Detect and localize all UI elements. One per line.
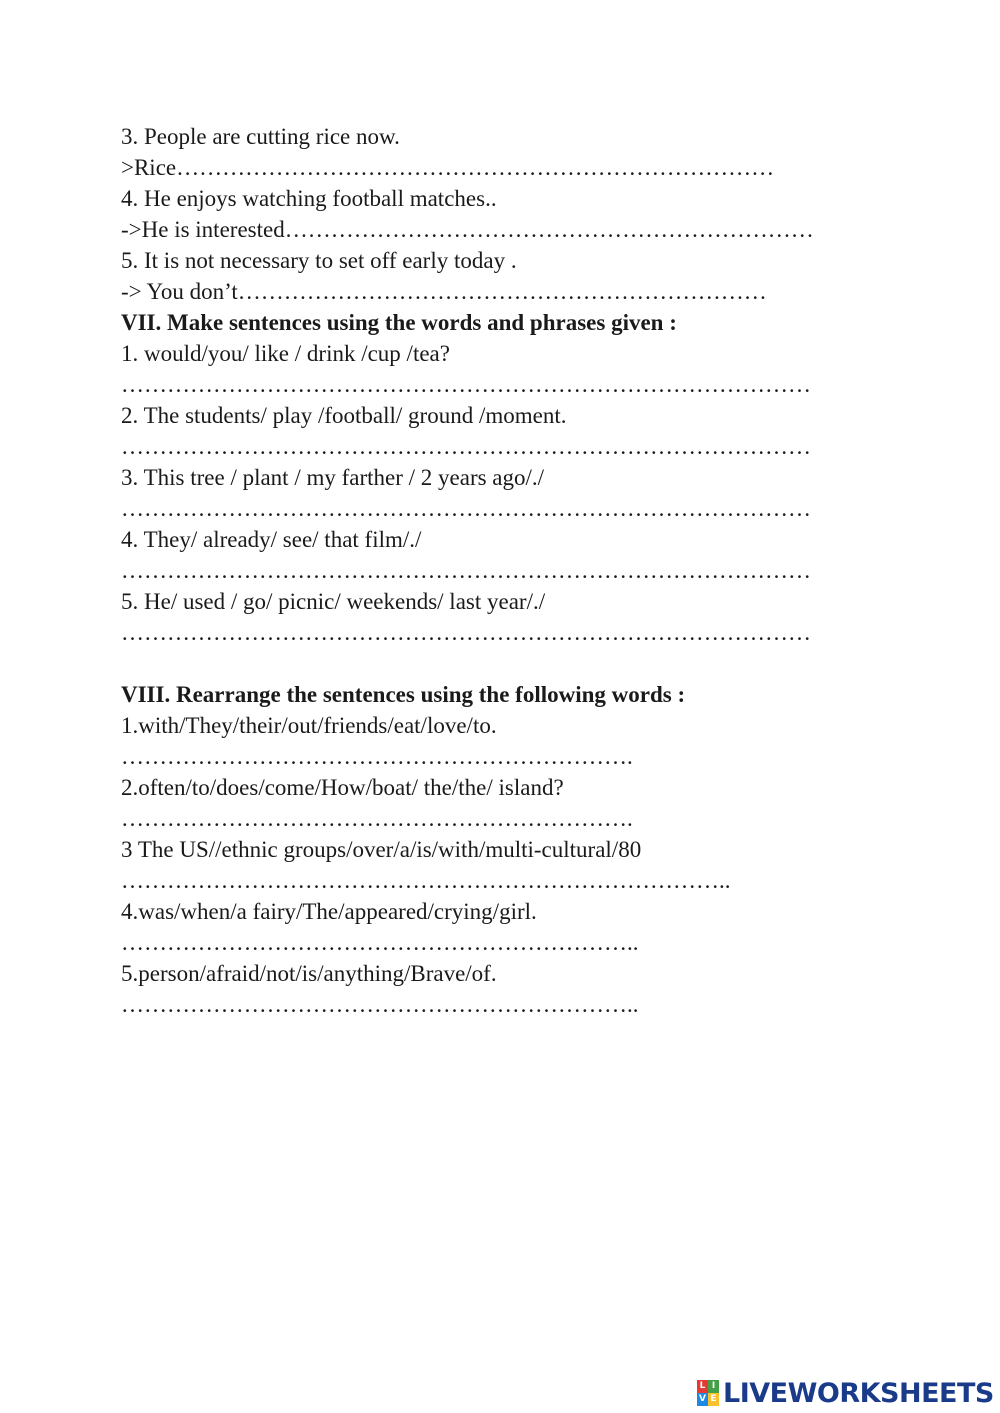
answer-line[interactable]: ………………………………………………………………………………	[121, 434, 811, 459]
section-vi-tail	[121, 121, 941, 307]
logo-mark-letter: L	[697, 1380, 708, 1393]
exercise-prompt: 4. He enjoys watching football matches..	[121, 186, 497, 211]
answer-line[interactable]: -> You don’t……………………………………………………………	[121, 279, 767, 304]
logo-mark-letter: I	[708, 1380, 719, 1393]
exercise-prompt: 5. It is not necessary to set off early today .	[121, 248, 517, 273]
answer-line[interactable]: ……………………………………………………………………..	[121, 868, 731, 893]
worksheet-page	[121, 121, 941, 1020]
logo-mark-letter: E	[708, 1393, 719, 1406]
exercise-prompt: 5. He/ used / go/ picnic/ weekends/ last year/./	[121, 589, 546, 614]
section-heading: VIII. Rearrange the sentences using the following words :	[121, 682, 686, 707]
answer-line[interactable]: ->He is interested……………………………………………………………	[121, 217, 814, 242]
section-vii	[121, 307, 941, 648]
exercise-prompt: 1. would/you/ like / drink /cup /tea?	[121, 341, 450, 366]
answer-line[interactable]: ………………………………………………………………………………	[121, 620, 811, 645]
answer-line[interactable]: ………………………………………………………….	[121, 806, 633, 831]
logo-mark-letter: V	[697, 1393, 708, 1406]
answer-line[interactable]: >Rice……………………………………………………………………	[121, 155, 775, 180]
exercise-prompt: 3 The US//ethnic groups/over/a/is/with/multi-cultural/80	[121, 837, 642, 862]
liveworksheets-logo	[697, 1378, 994, 1408]
answer-line[interactable]: …………………………………………………………..	[121, 930, 639, 955]
exercise-prompt: 4. They/ already/ see/ that film/./	[121, 527, 422, 552]
answer-line[interactable]: ………………………………………………………….	[121, 744, 633, 769]
exercise-prompt: 2. The students/ play /football/ ground /moment.	[121, 403, 567, 428]
exercise-prompt: 1.with/They/their/out/friends/eat/love/to.	[121, 713, 497, 738]
exercise-prompt: 2.often/to/does/come/How/boat/ the/the/ island?	[121, 775, 564, 800]
section-viii	[121, 679, 941, 1020]
section-spacer	[121, 648, 941, 679]
answer-line[interactable]: …………………………………………………………..	[121, 992, 639, 1017]
answer-line[interactable]: ………………………………………………………………………………	[121, 496, 811, 521]
logo-mark-icon	[697, 1380, 719, 1406]
answer-line[interactable]: ………………………………………………………………………………	[121, 558, 811, 583]
answer-line[interactable]: ………………………………………………………………………………	[121, 372, 811, 397]
section-heading: VII. Make sentences using the words and phrases given :	[121, 310, 677, 335]
exercise-prompt: 4.was/when/a fairy/The/appeared/crying/girl.	[121, 899, 537, 924]
exercise-prompt: 3. People are cutting rice now.	[121, 124, 400, 149]
exercise-prompt: 3. This tree / plant / my farther / 2 years ago/./	[121, 465, 545, 490]
exercise-prompt: 5.person/afraid/not/is/anything/Brave/of.	[121, 961, 497, 986]
logo-text: LIVEWORKSHEETS	[723, 1377, 994, 1409]
